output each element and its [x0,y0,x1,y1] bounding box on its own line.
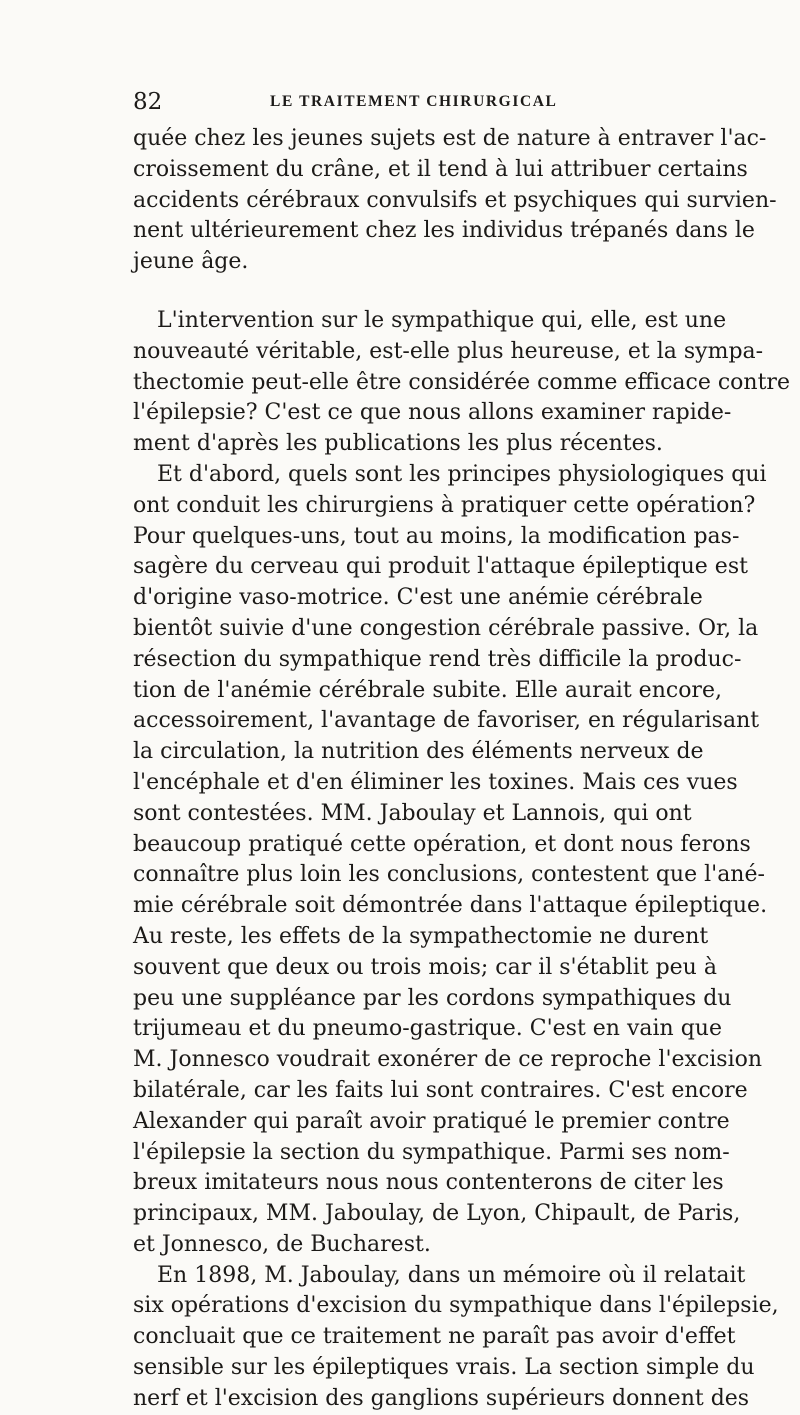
page-header [133,86,673,118]
text-line: sagère du cerveau qui produit l'attaque épileptique est [133,554,748,580]
text-line: M. Jonnesco voudrait exonérer de ce reproche l'excision [133,1047,763,1073]
text-line: thectomie peut-elle être considérée comme efficace contre [133,369,790,395]
text-line: ont conduit les chirurgiens à pratiquer cette opération? [133,492,756,518]
text-line: accessoirement, l'avantage de favoriser, en régularisant [133,708,760,734]
text-line: bilatérale, car les faits lui sont contraires. C'est encore [133,1077,748,1103]
text-line: ment d'après les publications les plus récentes. [133,431,663,457]
text-line: L'intervention sur le sympathique qui, elle, est une [157,307,727,333]
text-line: principaux, MM. Jaboulay, de Lyon, Chipault, de Paris, [133,1201,741,1227]
text-line: sensible sur les épileptiques vrais. La section simple du [133,1355,755,1381]
text-line: croissement du crâne, et il tend à lui attribuer certains [133,156,748,182]
text-line: l'épilepsie la section du sympathique. Parmi ses nom- [133,1139,730,1165]
text-line: Au reste, les effets de la sympathectomie ne durent [133,923,709,949]
paragraph-1 [133,124,777,278]
text-line: d'origine vaso-motrice. C'est une anémie cérébrale [133,585,703,611]
text-line: tion de l'anémie cérébrale subite. Elle aurait encore, [133,677,722,703]
text-line: accidents cérébraux convulsifs et psychiques qui survien- [133,187,777,213]
text-line: nerf et l'excision des ganglions supérieurs donnent des [133,1385,750,1411]
text-line: nent ultérieurement chez les individus trépanés dans le [133,218,755,244]
paragraph-gap [133,278,673,306]
text-line: trijumeau et du pneumo-gastrique. C'est en vain que [133,1016,722,1042]
paragraph-2 [133,306,790,460]
text-line: concluait que ce traitement ne paraît pas avoir d'effet [133,1324,736,1350]
text-line: beaucoup pratiqué cette opération, et dont nous ferons [133,831,751,857]
text-line: peu une suppléance par les cordons sympathiques du [133,985,732,1011]
text-line: jeune âge. [133,249,249,275]
text-line: la circulation, la nutrition des éléments nerveux de [133,739,704,765]
text-line: connaître plus loin les conclusions, contestent que l'ané- [133,862,765,888]
body-text [133,124,790,1415]
text-line: et Jonnesco, de Bucharest. [133,1231,431,1257]
text-line: souvent que deux ou trois mois; car il s'établit peu à [133,954,717,980]
text-line: quée chez les jeunes sujets est de nature à entraver l'ac- [133,126,767,151]
text-line: six opérations d'excision du sympathique dans l'épilepsie, [133,1293,779,1319]
text-line: l'épilepsie? C'est ce que nous allons examiner rapide- [133,400,732,426]
text-line: résection du sympathique rend très difficile la produc- [133,646,742,672]
text-line: sont contestées. MM. Jaboulay et Lannois, qui ont [133,800,692,826]
text-line: mie cérébrale soit démontrée dans l'attaque épileptique. [133,893,768,919]
text-line: l'encéphale et d'en éliminer les toxines. Mais ces vues [133,769,738,795]
text-line: Et d'abord, quels sont les principes physiologiques qui [157,461,767,487]
text-line: En 1898, M. Jaboulay, dans un mémoire où il relatait [157,1262,746,1288]
text-line: nouveauté véritable, est-elle plus heureuse, et la sympa- [133,338,764,364]
running-head: LE TRAITEMENT CHIRURGICAL [270,93,558,110]
text-line: bientôt suivie d'une congestion cérébrale passive. Or, la [133,615,759,641]
page-number: 82 [133,89,163,115]
text-line: Pour quelques-uns, tout au moins, la modification pas- [133,523,740,549]
paragraph-3 [133,460,768,1261]
text-line: breux imitateurs nous nous contenterons de citer les [133,1170,724,1196]
paragraph-4 [133,1261,779,1415]
text-line: Alexander qui paraît avoir pratiqué le premier contre [133,1108,730,1134]
